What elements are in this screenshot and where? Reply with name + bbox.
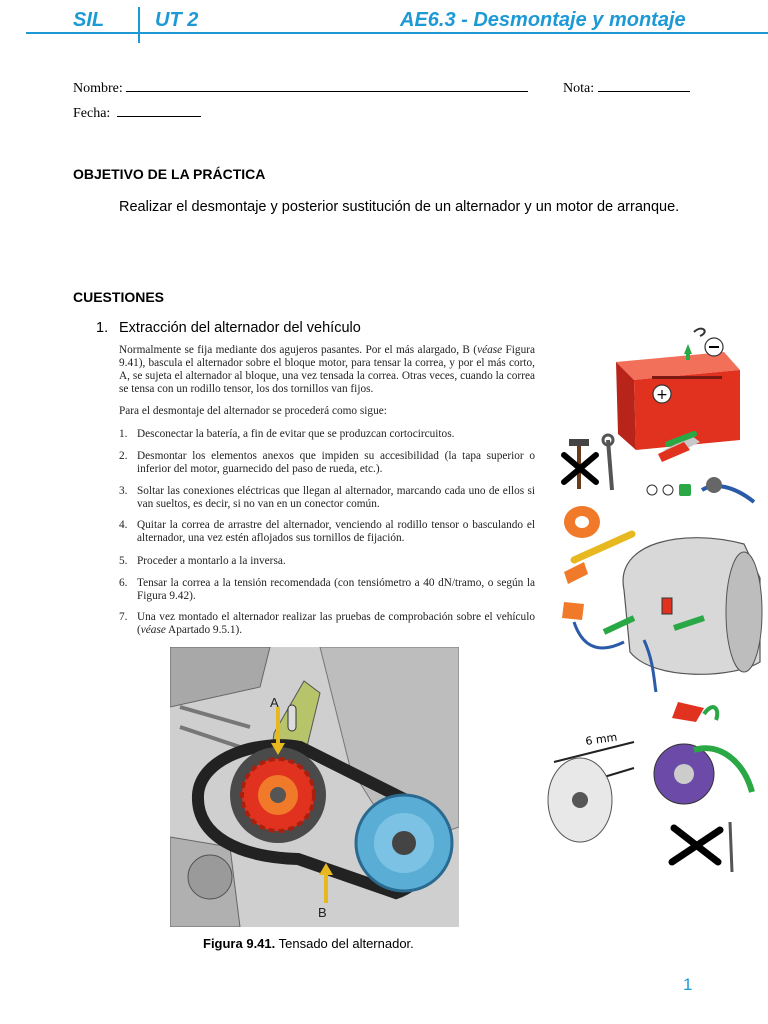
belt-tension-icon: [548, 702, 752, 872]
page-number: 1: [683, 975, 693, 994]
figure-caption: Figura 9.41. Tensado del alternador.: [203, 936, 414, 951]
terminal-parts-icon: [647, 477, 754, 502]
removal-steps-illustration: [544, 322, 766, 884]
date-label: Fecha:: [73, 106, 111, 121]
name-field[interactable]: [73, 77, 528, 97]
name-label: Nombre:: [73, 81, 123, 96]
label-b: B: [318, 905, 327, 920]
questions-heading: CUESTIONES: [73, 289, 165, 305]
name-input-line[interactable]: [126, 77, 528, 92]
battery-icon: [616, 352, 740, 450]
date-input-line[interactable]: [117, 102, 201, 117]
question-1-number: 1.: [96, 320, 109, 336]
module-code: SIL: [73, 9, 105, 31]
alternator-drawing-icon: [574, 538, 762, 692]
alternator-pulley-icon: [230, 747, 326, 843]
unit-code: UT 2: [155, 9, 199, 31]
excerpt-lead: Para el desmontaje del alternador se procederá como sigue:: [119, 405, 387, 417]
objective-text: Realizar el desmontaje y posterior sustitución de un alternador y un motor de arranque.: [119, 199, 680, 215]
question-1-title: Extracción del alternador del vehículo: [119, 320, 361, 336]
grade-input-line[interactable]: [598, 77, 690, 92]
date-field[interactable]: [73, 102, 201, 122]
excerpt-intro: Normalmente se fija mediante dos agujeros pasantes. Por el más alargado, B (véase Figura 9.41), bascula el alternador sobre el bloque motor, para tensar la correa, y por el más corto, A, se sujeta el alternador al bloque, una vez tensada la correa. Otras veces, cuando la correa se tensa con un rodillo tensor, los dos tornillos van fijos.: [119, 344, 535, 395]
crossed-tools-icon: [564, 435, 613, 490]
label-a: A: [270, 695, 279, 710]
svg-text:+: +: [656, 387, 668, 403]
textbook-excerpt: Normalmente se fija mediante dos agujeros pasantes. Por el más alargado, B (véase Figura 9.41), bascula el alternador sobre el bloque motor, para tensar la correa, y por el más corto, A, se sujeta el alternador al bloque, una vez tensada la correa. Otras veces, cuando la correa se tensa con un rodillo tensor, los dos tornillos van fijos. Para el desmontaje del alternador se procederá como sigue: 1. Desconectar la batería, a fin de evitar que se produzcan cortocircuitos. 2. Desmontar los elementos anexos que impiden su accesibilidad (la tapa superior o inferior del motor, guarnecido del paso de rueda, etc.). 3. Soltar las conexiones eléctricas que llegan al alternador, marcando cada uno de ellos si van sueltos, es decir, si no van en un conector común. 4. Quitar la correa de arrastre del alternador, venciendo al rodillo tensor o basculando el alternador, una vez estén aflojados sus tornillos de fijación. 5. Proceder a montarlo a la inversa. 6. Tensar la correa a la tensión recomendada (con tensiómetro a 40 dN/tramo, o según la Figura 9.42). 7. Una vez montado el alternador realizar las pruebas de comprobación sobre el vehículo (véase Apartado 9.5.1).: [119, 344, 535, 636]
header-divider: [138, 7, 140, 43]
objective-heading: OBJETIVO DE LA PRÁCTICA: [73, 166, 266, 182]
activity-title: AE6.3 - Desmontaje y montaje: [400, 9, 686, 31]
marking-tape-icon: [562, 506, 632, 620]
grade-field[interactable]: [563, 77, 690, 97]
alternator-tension-figure: [170, 647, 459, 927]
crank-pulley-icon: [356, 795, 452, 891]
header-rule: [26, 32, 768, 34]
grade-label: Nota:: [563, 81, 595, 96]
svg-text:6 mm: 6 mm: [584, 730, 619, 748]
